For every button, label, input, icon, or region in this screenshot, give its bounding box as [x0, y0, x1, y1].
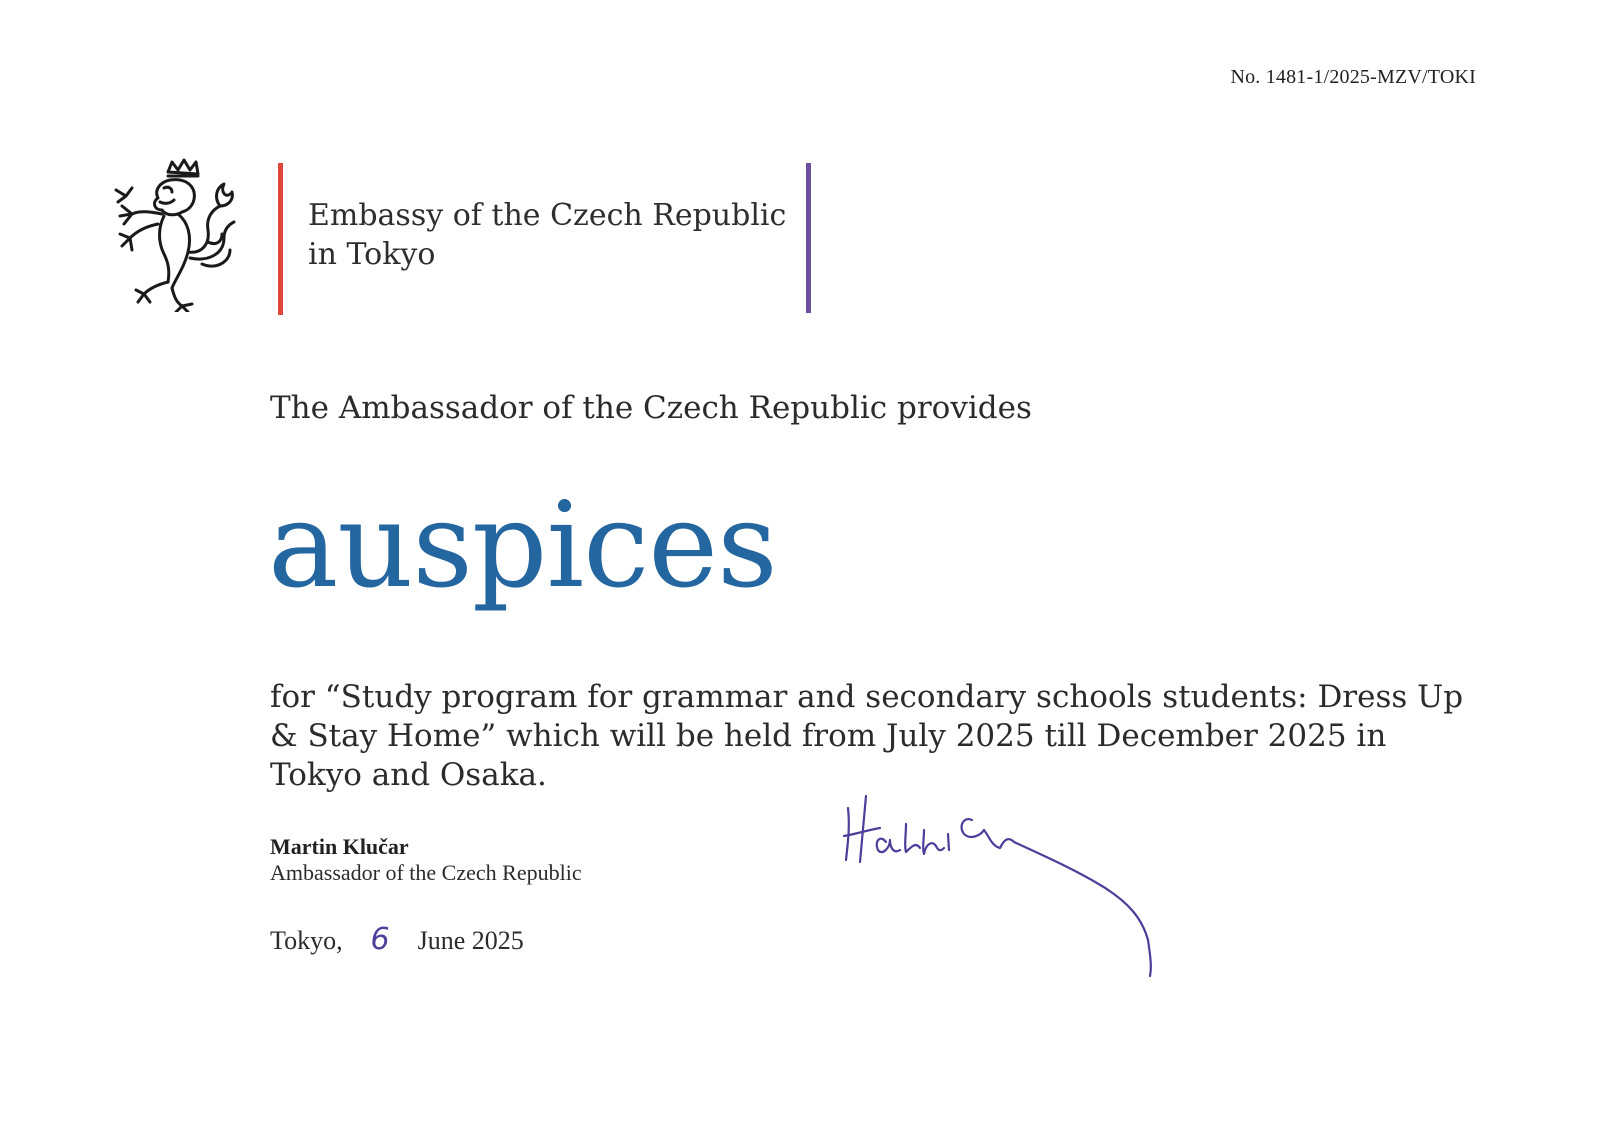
header-divider-red: [278, 163, 283, 315]
date-day-handwritten: 6: [370, 922, 390, 957]
date-month-year: June 2025: [417, 926, 524, 955]
czech-lion-emblem-icon: [112, 158, 238, 312]
place-date: [270, 922, 524, 957]
headline: auspices: [268, 476, 777, 614]
handwritten-signature: [840, 790, 1180, 980]
embassy-name: [308, 196, 786, 274]
date-place: Tokyo,: [270, 926, 343, 955]
purpose-text: for “Study program for grammar and secondary schools students: Dress Up & Stay Home” which will be held from July 2025 till December 2025 in Tokyo and Osaka.: [270, 679, 1464, 793]
reference-number: No. 1481-1/2025-MZV/TOKI: [1230, 66, 1476, 88]
signer-name: Martin Klučar: [270, 834, 409, 859]
header-divider-purple: [806, 163, 811, 313]
intro-text: The Ambassador of the Czech Republic provides: [270, 390, 1032, 426]
embassy-name-line2: in Tokyo: [308, 237, 436, 272]
embassy-name-line1: Embassy of the Czech Republic: [308, 198, 787, 233]
signer-title: Ambassador of the Czech Republic: [270, 860, 582, 885]
